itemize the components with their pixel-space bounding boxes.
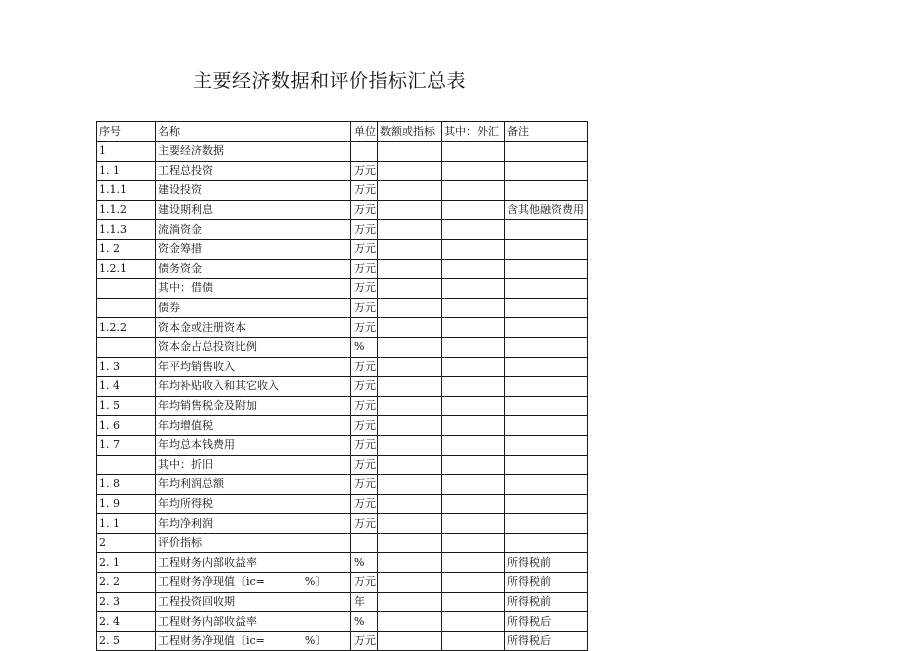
cell-name-text: 其中：折旧 bbox=[158, 457, 213, 471]
cell-unit: 万元 bbox=[351, 573, 378, 593]
cell-name bbox=[156, 553, 351, 573]
cell-unit: 年 bbox=[351, 592, 378, 612]
cell-unit: 万元 bbox=[351, 181, 378, 201]
header-unit: 单位 bbox=[351, 122, 378, 142]
cell-name bbox=[156, 161, 351, 181]
cell-seq: 2 bbox=[97, 533, 156, 553]
cell-value bbox=[378, 298, 442, 318]
cell-seq bbox=[97, 279, 156, 299]
header-note: 备注 bbox=[505, 122, 588, 142]
cell-name bbox=[156, 396, 351, 416]
cell-forex bbox=[442, 239, 505, 259]
cell-value bbox=[378, 200, 442, 220]
cell-value bbox=[378, 396, 442, 416]
cell-name-text: 年均净利润 bbox=[158, 516, 213, 530]
cell-name-text: 年平均销售收入 bbox=[158, 359, 235, 373]
cell-name-text: 其中：借债 bbox=[158, 281, 213, 295]
cell-name bbox=[156, 435, 351, 455]
cell-name-text: 工程财务净现值〔ic= bbox=[158, 575, 265, 589]
cell-unit: 万元 bbox=[351, 298, 378, 318]
cell-name-text: 债务资金 bbox=[158, 261, 202, 275]
cell-forex bbox=[442, 337, 505, 357]
cell-note bbox=[505, 435, 588, 455]
cell-note bbox=[505, 279, 588, 299]
cell-forex bbox=[442, 553, 505, 573]
cell-unit: % bbox=[351, 337, 378, 357]
cell-forex bbox=[442, 475, 505, 495]
cell-value bbox=[378, 416, 442, 436]
cell-note bbox=[505, 337, 588, 357]
cell-name-text: 年均增值税 bbox=[158, 418, 213, 432]
cell-name-suffix: %〕 bbox=[304, 575, 327, 589]
table-row bbox=[97, 298, 588, 318]
cell-name-text: 年均补贴收入和其它收入 bbox=[158, 379, 279, 393]
cell-forex bbox=[442, 181, 505, 201]
cell-forex bbox=[442, 357, 505, 377]
cell-name-text: 建设期利息 bbox=[158, 203, 213, 217]
cell-name-text: 主要经济数据 bbox=[158, 144, 224, 158]
cell-name bbox=[156, 377, 351, 397]
cell-note: 含其他融资费用 bbox=[505, 200, 588, 220]
table-row bbox=[97, 279, 588, 299]
cell-seq: 1. 7 bbox=[97, 435, 156, 455]
cell-seq: 1. 5 bbox=[97, 396, 156, 416]
cell-note bbox=[505, 533, 588, 553]
table-row bbox=[97, 161, 588, 181]
cell-unit: 万元 bbox=[351, 631, 378, 651]
cell-unit: 万元 bbox=[351, 494, 378, 514]
cell-note bbox=[505, 298, 588, 318]
cell-seq: 1.2.2 bbox=[97, 318, 156, 338]
cell-unit: 万元 bbox=[351, 416, 378, 436]
cell-forex bbox=[442, 377, 505, 397]
cell-name bbox=[156, 533, 351, 553]
cell-note bbox=[505, 475, 588, 495]
cell-note bbox=[505, 142, 588, 162]
cell-note bbox=[505, 455, 588, 475]
cell-name-text: 年均所得税 bbox=[158, 496, 213, 510]
cell-value bbox=[378, 181, 442, 201]
cell-seq bbox=[97, 337, 156, 357]
cell-seq: 1. 1 bbox=[97, 514, 156, 534]
cell-seq: 1. 2 bbox=[97, 239, 156, 259]
table-row bbox=[97, 357, 588, 377]
cell-value bbox=[378, 494, 442, 514]
cell-forex bbox=[442, 573, 505, 593]
cell-name bbox=[156, 239, 351, 259]
cell-note: 所得税后 bbox=[505, 631, 588, 651]
cell-value bbox=[378, 220, 442, 240]
cell-name-suffix: %〕 bbox=[304, 634, 327, 648]
cell-seq: 1.2.1 bbox=[97, 259, 156, 279]
cell-name bbox=[156, 220, 351, 240]
cell-seq: 1. 3 bbox=[97, 357, 156, 377]
cell-name bbox=[156, 200, 351, 220]
cell-name bbox=[156, 592, 351, 612]
cell-name bbox=[156, 318, 351, 338]
cell-name bbox=[156, 298, 351, 318]
cell-forex bbox=[442, 396, 505, 416]
cell-name bbox=[156, 631, 351, 651]
cell-name bbox=[156, 573, 351, 593]
document-title: 主要经济数据和评价指标汇总表 bbox=[193, 70, 467, 92]
cell-unit: 万元 bbox=[351, 318, 378, 338]
cell-note bbox=[505, 396, 588, 416]
table-row bbox=[97, 200, 588, 220]
cell-seq: 1. 9 bbox=[97, 494, 156, 514]
cell-forex bbox=[442, 631, 505, 651]
table-row bbox=[97, 259, 588, 279]
cell-forex bbox=[442, 455, 505, 475]
cell-value bbox=[378, 455, 442, 475]
cell-unit: 万元 bbox=[351, 220, 378, 240]
cell-seq: 1. 4 bbox=[97, 377, 156, 397]
cell-name-text: 工程总投资 bbox=[158, 163, 213, 177]
cell-value bbox=[378, 142, 442, 162]
cell-seq bbox=[97, 455, 156, 475]
cell-name-text: 工程投资回收期 bbox=[158, 594, 235, 608]
cell-value bbox=[378, 612, 442, 632]
table-row bbox=[97, 416, 588, 436]
table-row bbox=[97, 142, 588, 162]
cell-value bbox=[378, 514, 442, 534]
cell-note bbox=[505, 239, 588, 259]
cell-note: 所得税后 bbox=[505, 612, 588, 632]
table-row bbox=[97, 181, 588, 201]
cell-name-text: 年均总本钱费用 bbox=[158, 438, 235, 452]
cell-seq: 1.1.2 bbox=[97, 200, 156, 220]
cell-name-text: 工程财务净现值〔ic= bbox=[158, 634, 265, 648]
cell-seq: 2. 1 bbox=[97, 553, 156, 573]
cell-seq bbox=[97, 298, 156, 318]
cell-name-text: 工程财务内部收益率 bbox=[158, 555, 257, 569]
table-row bbox=[97, 220, 588, 240]
cell-value bbox=[378, 337, 442, 357]
cell-value bbox=[378, 259, 442, 279]
cell-unit: 万元 bbox=[351, 259, 378, 279]
table-row bbox=[97, 318, 588, 338]
cell-unit: 万元 bbox=[351, 475, 378, 495]
cell-name bbox=[156, 455, 351, 475]
cell-value bbox=[378, 553, 442, 573]
cell-name-text: 年均销售税金及附加 bbox=[158, 399, 257, 413]
cell-forex bbox=[442, 259, 505, 279]
table-row bbox=[97, 533, 588, 553]
cell-value bbox=[378, 533, 442, 553]
cell-name bbox=[156, 279, 351, 299]
cell-value bbox=[378, 475, 442, 495]
cell-unit bbox=[351, 533, 378, 553]
cell-forex bbox=[442, 494, 505, 514]
cell-name bbox=[156, 514, 351, 534]
table-row bbox=[97, 337, 588, 357]
cell-value bbox=[378, 357, 442, 377]
cell-value bbox=[378, 377, 442, 397]
header-name: 名称 bbox=[156, 122, 351, 142]
cell-name bbox=[156, 337, 351, 357]
cell-unit bbox=[351, 142, 378, 162]
cell-forex bbox=[442, 220, 505, 240]
cell-seq: 1. 8 bbox=[97, 475, 156, 495]
cell-forex bbox=[442, 514, 505, 534]
cell-seq: 1.1.3 bbox=[97, 220, 156, 240]
cell-unit: 万元 bbox=[351, 200, 378, 220]
cell-name bbox=[156, 416, 351, 436]
cell-name bbox=[156, 612, 351, 632]
cell-forex bbox=[442, 142, 505, 162]
table-row bbox=[97, 494, 588, 514]
table-row bbox=[97, 612, 588, 632]
header-seq: 序号 bbox=[97, 122, 156, 142]
header-value: 数额或指标 bbox=[378, 122, 442, 142]
cell-seq: 2. 5 bbox=[97, 631, 156, 651]
cell-seq: 2. 2 bbox=[97, 573, 156, 593]
cell-unit: 万元 bbox=[351, 396, 378, 416]
cell-unit: 万元 bbox=[351, 279, 378, 299]
cell-value bbox=[378, 435, 442, 455]
cell-name bbox=[156, 494, 351, 514]
cell-value bbox=[378, 279, 442, 299]
cell-forex bbox=[442, 592, 505, 612]
cell-note: 所得税前 bbox=[505, 592, 588, 612]
cell-note bbox=[505, 514, 588, 534]
table-header-row bbox=[97, 122, 588, 142]
cell-unit: 万元 bbox=[351, 514, 378, 534]
cell-seq: 1. 6 bbox=[97, 416, 156, 436]
table-row bbox=[97, 573, 588, 593]
cell-value bbox=[378, 631, 442, 651]
cell-forex bbox=[442, 533, 505, 553]
header-forex: 其中：外汇 bbox=[442, 122, 505, 142]
table-row bbox=[97, 396, 588, 416]
cell-name-text: 资金筹措 bbox=[158, 242, 202, 256]
cell-forex bbox=[442, 161, 505, 181]
table-row bbox=[97, 553, 588, 573]
cell-note bbox=[505, 220, 588, 240]
cell-note bbox=[505, 161, 588, 181]
table-row bbox=[97, 592, 588, 612]
cell-unit: 万元 bbox=[351, 455, 378, 475]
cell-forex bbox=[442, 279, 505, 299]
cell-value bbox=[378, 318, 442, 338]
cell-unit: 万元 bbox=[351, 435, 378, 455]
cell-value bbox=[378, 592, 442, 612]
cell-name bbox=[156, 357, 351, 377]
cell-unit: % bbox=[351, 553, 378, 573]
table-row bbox=[97, 435, 588, 455]
cell-name bbox=[156, 142, 351, 162]
cell-forex bbox=[442, 612, 505, 632]
cell-name-text: 工程财务内部收益率 bbox=[158, 614, 257, 628]
cell-note bbox=[505, 494, 588, 514]
cell-unit: 万元 bbox=[351, 161, 378, 181]
table-row bbox=[97, 377, 588, 397]
cell-forex bbox=[442, 200, 505, 220]
cell-note bbox=[505, 181, 588, 201]
cell-name-text: 资本金占总投资比例 bbox=[158, 340, 257, 354]
cell-note bbox=[505, 357, 588, 377]
cell-value bbox=[378, 239, 442, 259]
cell-name-text: 资本金或注册资本 bbox=[158, 320, 246, 334]
cell-forex bbox=[442, 416, 505, 436]
cell-forex bbox=[442, 318, 505, 338]
cell-value bbox=[378, 161, 442, 181]
cell-name bbox=[156, 475, 351, 495]
cell-name bbox=[156, 181, 351, 201]
cell-value bbox=[378, 573, 442, 593]
cell-note: 所得税前 bbox=[505, 553, 588, 573]
cell-note bbox=[505, 259, 588, 279]
cell-name-text: 流淌资金 bbox=[158, 222, 202, 236]
cell-note: 所得税前 bbox=[505, 573, 588, 593]
cell-forex bbox=[442, 298, 505, 318]
table-row bbox=[97, 631, 588, 651]
summary-table bbox=[96, 121, 588, 651]
cell-note bbox=[505, 377, 588, 397]
cell-unit: 万元 bbox=[351, 377, 378, 397]
cell-seq: 1 bbox=[97, 142, 156, 162]
cell-unit: 万元 bbox=[351, 357, 378, 377]
cell-name-text: 年均利润总额 bbox=[158, 477, 224, 491]
cell-name-text: 建设投资 bbox=[158, 183, 202, 197]
cell-name-text: 债券 bbox=[158, 301, 180, 315]
cell-unit: 万元 bbox=[351, 239, 378, 259]
cell-unit: % bbox=[351, 612, 378, 632]
cell-note bbox=[505, 318, 588, 338]
cell-seq: 1. 1 bbox=[97, 161, 156, 181]
table-row bbox=[97, 455, 588, 475]
cell-forex bbox=[442, 435, 505, 455]
cell-seq: 2. 3 bbox=[97, 592, 156, 612]
table-row bbox=[97, 514, 588, 534]
cell-seq: 1.1.1 bbox=[97, 181, 156, 201]
cell-name bbox=[156, 259, 351, 279]
cell-note bbox=[505, 416, 588, 436]
table-row bbox=[97, 239, 588, 259]
cell-name-text: 评价指标 bbox=[158, 536, 202, 550]
cell-seq: 2. 4 bbox=[97, 612, 156, 632]
table-row bbox=[97, 475, 588, 495]
